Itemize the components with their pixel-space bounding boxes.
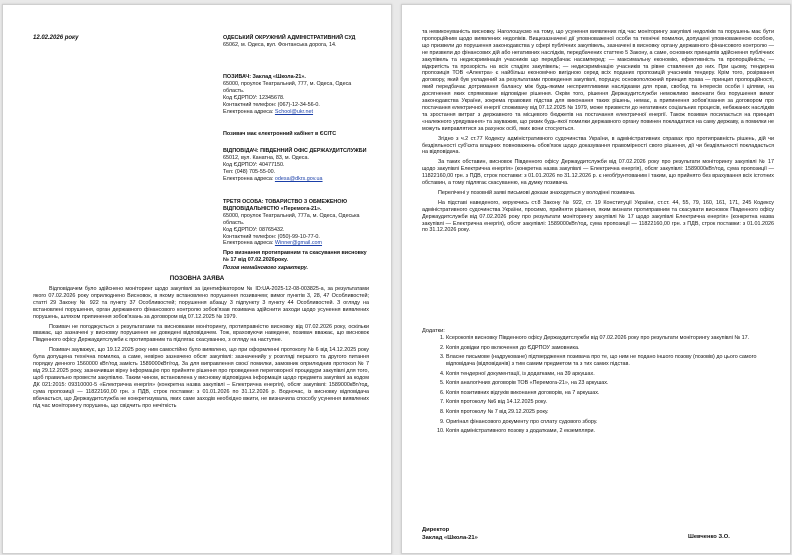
attachment-item: 10. Копія адміністративного позову з додатками, 2 екземпляри. <box>446 428 776 435</box>
body-paragraph: Позивач не погоджується з результатами та висновками моніторингу, протиправністю висновку від 07.02.2026 року, оскільки вважає, що зазначені у висновку порушення не доведені відповідачем. Тож, враховуючи наведене, позивач вважає, що висновок Південного офісу Держаудитслужби є протиправним та підлягає скасуванню, з огляду на наступне. <box>33 323 369 344</box>
document-page-2 <box>401 4 791 554</box>
body-paragraph: Згідно з ч.2 ст.77 Кодексу адміністративного судочинства України, в адміністративних справах про протиправність рішень, дій чи бездіяльності суб'єкта владних повноважень обов'язок щодо доказування правомірності свого рішення, дії чи бездіяльності покладається на відповідача. <box>422 135 774 156</box>
plaintiff-email-label: Електронна адреса: <box>223 108 274 115</box>
attachment-item: 9. Оригінал фінансового документу про сплату судового збору. <box>446 419 776 426</box>
body-paragraph: та невиконуваність висновку. Наголошуємо на тому, що усунення виявлених під час моніторингу закупівлі недоліків та порушень має бути пропорційним щодо виявлених недоліків. Вищезазначені дії уповноваженої особи та технічні помилки, допущені уповноваженою особою, що призвели до порушення законодавства у сфері публічних закупівель, зазначені в висновку органу державного фінансового контролю — не призвели до фінансових дій або негативних наслідків, передбачених статтею 5 Закону, а саме, основних принципів здійснення публічних закупівель та недискримінація учасників що передбачає насамперед: — максимальну економію, ефективність та пропорційність; — відкритість та прозорість на всіх стадіях закупівель; — недискримінацію учасників та рівне ставлення до них. При цьому, тендерна пропозиція ТОВ «Алектра» є найбільш економічно вигідною серед всіх поданих пропозицій учасників тендеру. Крім того, розірвання договору, який був укладений за результатами проведення закупівлі, порушує основоположний принцип права — принцип пропорційності, який передбачає дотримання балансу між будь-якими несприятливими наслідками для прав, свобод та інтересів особи і цілями, на досягнення яких спрямоване відповідне рішення. Окрім того, рішення Держаудитслужби неможливо виконати без порушення вимог законодавства України, зокрема правових підстав для виконання таких рішень, немає, а припинення зобов'язання за договором про постачання електричної енергії споживачу від 07.12.2025 № 1979, може призвести до негативних соціальних процесів, небажаних наслідків та зростання витрат з державного та місцевого бюджетів на постачання електричної енергії. Також позивач посилається на принцип «належного урядування» та зауважив, що ризик будь-якої помилки державного органу повинен покладатися на саму державу, а помилки не можуть виправлятися за рахунок осіб, яких вони стосуються. <box>422 29 774 132</box>
third-party-email-link[interactable]: Winner@gmail.com <box>274 240 323 247</box>
court-block <box>223 35 373 49</box>
defendant-phone: Тел: (048) 705-55-00. <box>223 168 276 175</box>
claim-body-page2 <box>422 29 774 237</box>
signature-name: Шевченко З.О. <box>688 534 730 540</box>
plaintiff-block <box>223 74 373 115</box>
signature-block <box>422 526 478 542</box>
attachment-item: 3. Власне письмове (надруковане) підтвердження позивача про те, що ним не подано іншого позову (позовів) до цього самого відповідача (відповідачів) з тим самим предметом та з тих самих підстав. <box>446 354 776 368</box>
body-paragraph: Відповідачем було здійснено моніторинг щодо закупівлі за ідентифікатором № ID:UA-2025-12-08-003825-a, за результатами якого 07.02.2026 року оприлюднено Висновок, в якому встановлено порушення позивачем; вимог пунктів 3, 28, 47 Особливостей; статті 29 Закону № 922 та пункту 37 Особливостей; порушення абзацу 3 підпункту 3 пункту 44 Особливостей. З огляду на встановлені порушення, орган державного фінансового контролю зобов'язав позивача здійснити заходи щодо усунення виявлених порушень, шляхом припинення зобов'язань за договором від 07.12.2025 № 1979. <box>33 286 369 320</box>
claim-body-page1 <box>33 286 369 412</box>
attachments-list <box>432 335 776 438</box>
plaintiff-cabinet-note: Позивач має електронний кабінет в ЄСІТС <box>223 131 337 137</box>
third-party-heading: ТРЕТЯ ОСОБА: ТОВАРИСТВО З ОБМЕЖЕНОЮ ВІДПОВІДАЛЬНІСТЮ «Перемога-21». <box>223 199 348 212</box>
third-party-phone: Контактний телефон: (050)-99-10-77-0. <box>223 233 320 240</box>
body-paragraph: Перелічені у позовній заяві письмові докази знаходяться у володінні позивача. <box>438 189 636 196</box>
third-party-address: 65000, проулок Театральний, 777а, м. Одеса, Одеська область. <box>223 212 360 226</box>
attachment-item: 6. Копія позитивних відгуків виконання договорів, на 7 аркушах. <box>446 390 776 397</box>
body-paragraph: За таких обставин, висновок Південного офісу Держаудитслужби від 07.02.2026 року про результати моніторингу закупівлі № 17 щодо закупівлі Електрична енергія» (конкретна назва закупівлі — Електрична енергія), обсяг закупівлі: 1589000кВт/год, сума пропозиції — 11822160,00 грн. з ПДВ, строк поставки: з 01.01.2026 по 31.12.2026 р. є необґрунтованим і таким, що прийнято без врахування всіх істотних обставин, а тому підлягає скасуванню, на думку позивача. <box>422 159 774 187</box>
signature-org: Заклад «Школа-21» <box>422 535 478 541</box>
plaintiff-edrpou: Код ЄДРПОУ: 12345678. <box>223 94 285 101</box>
plaintiff-phone: Контактний телефон: (067)-12-34-56-0. <box>223 101 320 108</box>
court-address: 65062, м. Одеса, вул. Фонтанська дорога, 14. <box>223 41 337 48</box>
defendant-edrpou: Код ЄДРПОУ: 40477150. <box>223 161 285 168</box>
attachment-item: 1. Ксерокопія висновку Південного офісу Держаудитслужби від 07.02.2026 року про результати моніторингу закупівлі № 17. <box>446 335 776 342</box>
attachment-item: 4. Копія тендерної документації, із додатками, на 39 аркушах. <box>446 371 776 378</box>
document-title: ПОЗОВНА ЗАЯВА <box>169 275 225 282</box>
attachments-label: Додатки: <box>422 328 445 334</box>
attachment-item: 2. Копія довідки про включення до ЄДРПОУ замовника. <box>446 345 776 352</box>
plaintiff-heading: ПОЗИВАЧ: Заклад «Школа-21». <box>223 74 306 80</box>
plaintiff-email-link[interactable]: School@ukr.net <box>274 108 314 115</box>
claim-subject: Про визнання протиправним та скасування висновку № 17 від 07.02.2026року. <box>223 250 367 263</box>
signature-position: Директор <box>422 527 450 533</box>
document-page-1 <box>2 4 392 554</box>
attachment-item: 7. Копія протоколу №6 від 14.12.2025 року. <box>446 399 776 406</box>
attachment-item: 8. Копія протоколу № 7 від 29.12.2025 року. <box>446 409 776 416</box>
third-party-edrpou: Код ЄДРПОУ: 08765432. <box>223 226 285 233</box>
plaintiff-address: 65000, проулок Театральний, 777, м. Одеса, Одеса область. <box>223 80 352 94</box>
court-name: ОДЕСЬКИЙ ОКРУЖНИЙ АДМІНІСТРАТИВНИЙ СУД <box>223 35 356 41</box>
document-date: 12.02.2026 року <box>33 35 79 41</box>
defendant-email-link[interactable]: odesa@dkrs.gov.ua <box>274 175 323 182</box>
defendant-heading: ВІДПОВІДАЧ: ПІВДЕННИЙ ОФІС ДЕРЖАУДИТСЛУЖБИ <box>223 148 367 154</box>
third-party-email-label: Електронна адреса: <box>223 240 274 247</box>
defendant-email-label: Електронна адреса: <box>223 175 274 182</box>
claim-nature: Позов немайнового характеру. <box>223 265 309 271</box>
third-party-block <box>223 199 373 247</box>
body-paragraph: Позивач зауважує, що 19.12.2025 року ним самостійно було виявлено, що при оформленні протоколу № 6 від 14.12.2025 року була допущена технічна помилка, а саме, невірно зазначено обсяг закупівлі: зазначенийу у розгляді першого та другого питання порядку денного 1560000 кВт/год замість 1589000кВт/год. За для виправлення своєї помилки, замовник оприлюднив протокол № 7 від 29.12.2025 року, зазначивши вірну інформацію про прийняте рішення про проведення переговорної процедури закупівлі для того, щоб правильно провести закупівлю. Таким чином, встановлена у висновку відповідача інформація щодо предмета закупівлі за кодом ДК 021:2015: 09310000-5 «Електрична енергія» (конкретна назва закупівлі – Електрична енергія), обсяг закупівлі: 1589000кВт/год, сума пропозиції — 11822160,00 грн. з ПДВ, строк поставки: з 01.01.2026 по 31.12.2026 р. Водночас, із висновку відповідача вбачається, що Держаудитслужба не конкретизувала, яких саме заходів необхідно вжити, не визначила способу усунення виявлених під час моніторингу порушень, що свідчить про нечіткість <box>33 347 369 409</box>
body-paragraph: На підставі наведеного, керуючись ст.8 Закону № 922, ст. 19 Конституції України, ст.ст. 44, 55, 79, 160, 161, 171, 245 Кодексу адміністративного судочинства України, просимо, прийняти рішення, яким визнати протиправним та скасувати висновок Південного офісу Держаудитслужби від 07.02.2026 року про результати моніторингу закупівлі № 17 щодо закупівлі Електрична енергія» (конкретна назва закупівлі — Електрична енергія), обсяг закупівлі: 1589000кВт/год, сума пропозиції — 11822160,00 грн. з ПДВ, строк поставки: з 01.01.2026 по 31.12.2026 року. <box>422 199 774 234</box>
attachment-item: 5. Копія аналогічних договорів ТОВ «Перемога-21», на 23 аркушах. <box>446 380 776 387</box>
defendant-address: 65012, вул. Канатна, 83, м. Одеса. <box>223 154 309 161</box>
defendant-block <box>223 148 373 183</box>
